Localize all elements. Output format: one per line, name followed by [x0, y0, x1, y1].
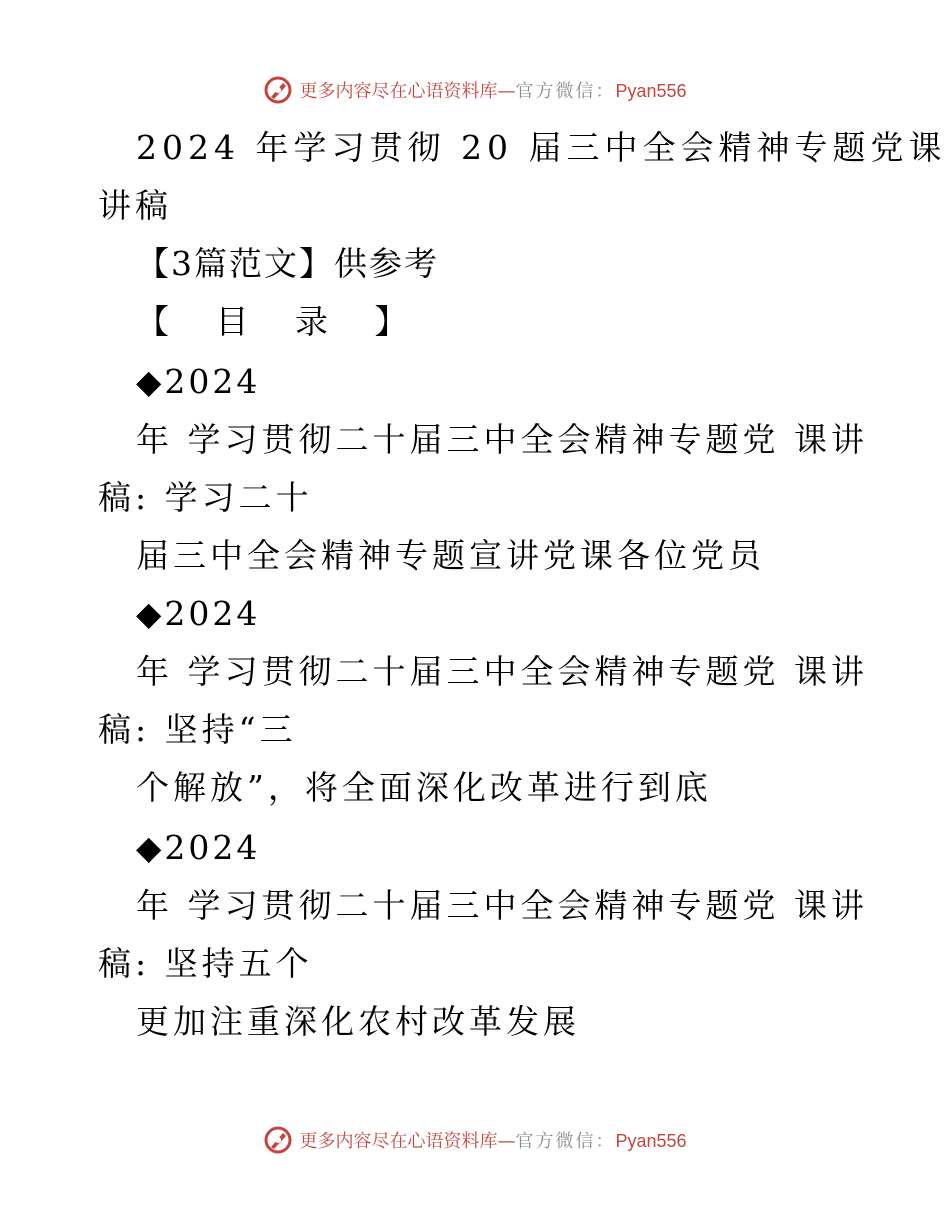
header-banner	[0, 70, 950, 110]
footer-contact-label: 官方微信：	[515, 1131, 616, 1152]
toc-item-2-line-1: 年 学习贯彻二十届三中全会精神专题党 课讲	[136, 652, 868, 691]
doc-title-line-2: 讲稿	[98, 186, 172, 225]
toc-item-2-line-3: 个解放”，将全面深化改革进行到底	[136, 768, 712, 807]
header-contact-id: Pyan556	[615, 81, 687, 101]
toc-item-1-line-2: 稿: 学习二十	[98, 478, 313, 517]
toc-item-2-line-2: 稿: 坚持“三	[98, 710, 297, 749]
toc-heading: 【 目 录 】	[136, 302, 426, 341]
header-brand: 更多内容尽在心语资料库	[299, 81, 498, 102]
doc-subtitle: 【3篇范文】供参考	[136, 244, 439, 283]
toc-item-1-marker: ◆2024	[136, 362, 261, 401]
footer-text	[299, 1127, 686, 1153]
header-separator: —	[497, 81, 516, 102]
header-contact-label: 官方微信：	[515, 81, 616, 102]
footer-banner	[0, 1120, 950, 1160]
toc-item-1-line-1: 年 学习贯彻二十届三中全会精神专题党 课讲	[136, 420, 868, 459]
pen-logo-icon	[263, 75, 293, 105]
toc-item-3-marker: ◆2024	[136, 828, 261, 867]
doc-title-line-1: 2024 年学习贯彻 20 届三中全会精神专题党课	[136, 128, 947, 167]
toc-item-1-line-3: 届三中全会精神专题宣讲党课各位党员	[136, 536, 765, 575]
toc-item-3-line-2: 稿: 坚持五个	[98, 944, 313, 983]
footer-contact-id: Pyan556	[615, 1131, 687, 1151]
toc-item-3-line-3: 更加注重深化农村改革发展	[136, 1002, 580, 1041]
toc-item-2-marker: ◆2024	[136, 594, 261, 633]
footer-brand: 更多内容尽在心语资料库	[299, 1131, 498, 1152]
header-text	[299, 77, 686, 103]
pen-logo-icon	[263, 1125, 293, 1155]
footer-separator: —	[497, 1131, 516, 1152]
toc-item-3-line-1: 年 学习贯彻二十届三中全会精神专题党 课讲	[136, 886, 868, 925]
